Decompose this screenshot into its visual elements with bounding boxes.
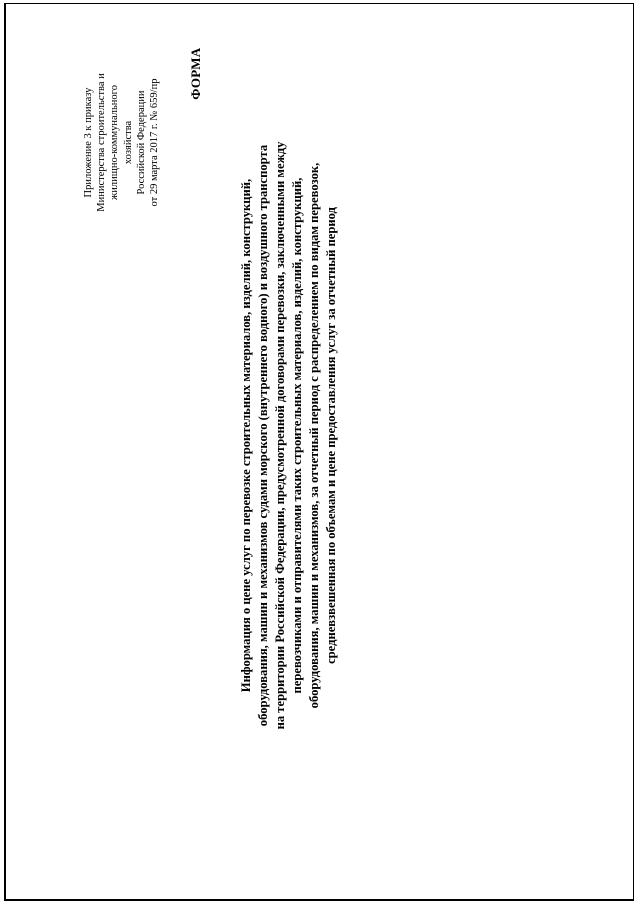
title-line: оборудования, машин и механизмов судами морского (внутреннего водного) и воздушного транспорта	[256, 144, 271, 726]
appendix-line: Приложение 3 к приказу	[83, 87, 94, 197]
title-line: оборудования, машин и механизмов, за отчетный период с распределением по видам перевозок,	[307, 162, 322, 708]
appendix-line: от 29 марта 2017 г. № 659/пр	[149, 78, 161, 206]
appendix-line: жилищно-коммунального	[109, 84, 121, 200]
document-title	[238, 65, 341, 805]
appendix-reference	[82, 47, 161, 237]
title-line: на территории Российской Федерации, предусмотренной договорами перевозки, заключенными между	[273, 141, 288, 729]
title-line: средневзвешенная по объемам и цене предоставления услуг за отчетный период	[324, 206, 339, 664]
appendix-line: Министерства строительства и	[96, 72, 108, 212]
form-label: ФОРМА	[188, 47, 203, 100]
appendix-line: Российской Федерации	[135, 90, 147, 194]
title-line: перевозчиками и отправителями таких строительных материалов, изделий, конструкций,	[290, 177, 305, 693]
title-line: Информация о цене услуг по перевозке строительных материалов, изделий, конструкций,	[239, 178, 253, 692]
appendix-line: хозяйства	[122, 120, 134, 164]
